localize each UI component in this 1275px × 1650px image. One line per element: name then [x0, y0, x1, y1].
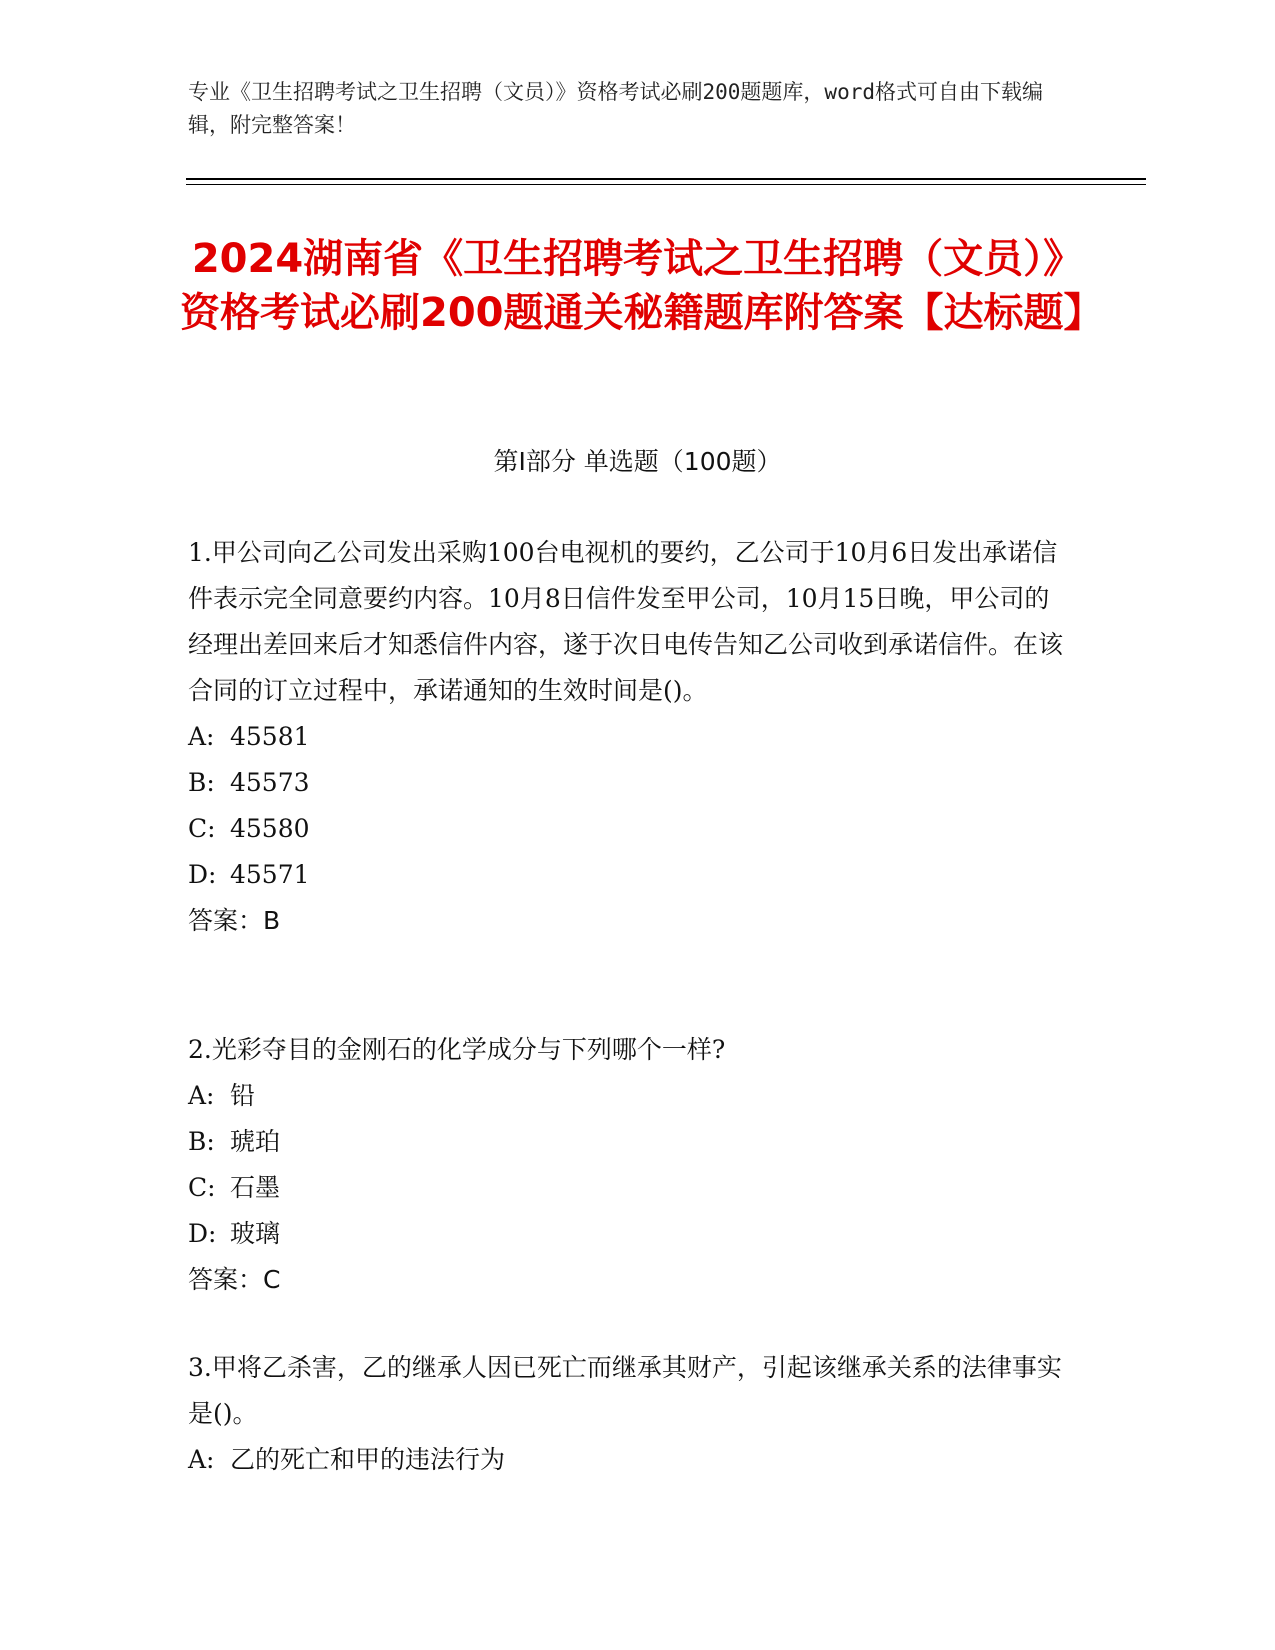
header-divider-thin: [186, 184, 1146, 185]
option-text: 45581: [230, 722, 310, 751]
option-d: [188, 852, 1068, 898]
option-b: [188, 760, 1068, 806]
option-label: A:: [188, 722, 215, 751]
option-label: A:: [188, 1445, 215, 1474]
option-label: C:: [188, 814, 216, 843]
answer: 答案：C: [188, 1265, 281, 1294]
header-note: 专业《卫生招聘考试之卫生招聘（文员）》资格考试必刷200题题库，word格式可自由下载编辑，附完整答案！: [188, 80, 1043, 137]
option-label: D:: [188, 860, 217, 889]
option-c: [188, 1165, 1068, 1211]
option-a: [188, 1437, 1068, 1483]
option-text: 玻璃: [230, 1219, 281, 1248]
option-label: A:: [188, 1081, 215, 1110]
document-title: 2024湖南省《卫生招聘考试之卫生招聘（文员）》资格考试必刷200题通关秘籍题库附答案【达标题】: [180, 236, 1104, 336]
option-text: 石墨: [230, 1173, 281, 1202]
section-heading: 第Ⅰ部分 单选题（100题）: [493, 447, 782, 476]
option-text: 45580: [230, 814, 310, 843]
header-divider-thick: [186, 178, 1146, 180]
option-text: 铅: [230, 1081, 256, 1110]
question-3: [188, 1345, 1068, 1483]
option-label: D:: [188, 1219, 217, 1248]
option-c: [188, 806, 1068, 852]
question-stem: 3.甲将乙杀害，乙的继承人因已死亡而继承其财产，引起该继承关系的法律事实是()。: [188, 1353, 1062, 1428]
option-text: 45571: [230, 860, 310, 889]
option-label: B:: [188, 1127, 215, 1156]
question-stem: 1.甲公司向乙公司发出采购100台电视机的要约，乙公司于10月6日发出承诺信件表示完全同意要约内容。10月8日信件发至甲公司，10月15日晚，甲公司的经理出差回来后才知悉信件内容，遂于次日电传告知乙公司收到承诺信件。在该合同的订立过程中，承诺通知的生效时间是()。: [188, 538, 1064, 705]
option-label: C:: [188, 1173, 216, 1202]
question-1: [188, 530, 1068, 944]
option-b: [188, 1119, 1068, 1165]
option-text: 琥珀: [230, 1127, 281, 1156]
question-2: [188, 1027, 1068, 1303]
option-d: [188, 1211, 1068, 1257]
option-text: 乙的死亡和甲的违法行为: [230, 1445, 506, 1474]
answer: 答案：B: [188, 906, 281, 935]
option-text: 45573: [230, 768, 310, 797]
option-label: B:: [188, 768, 215, 797]
option-a: [188, 714, 1068, 760]
option-a: [188, 1073, 1068, 1119]
question-stem: 2.光彩夺目的金刚石的化学成分与下列哪个一样?: [188, 1035, 726, 1064]
